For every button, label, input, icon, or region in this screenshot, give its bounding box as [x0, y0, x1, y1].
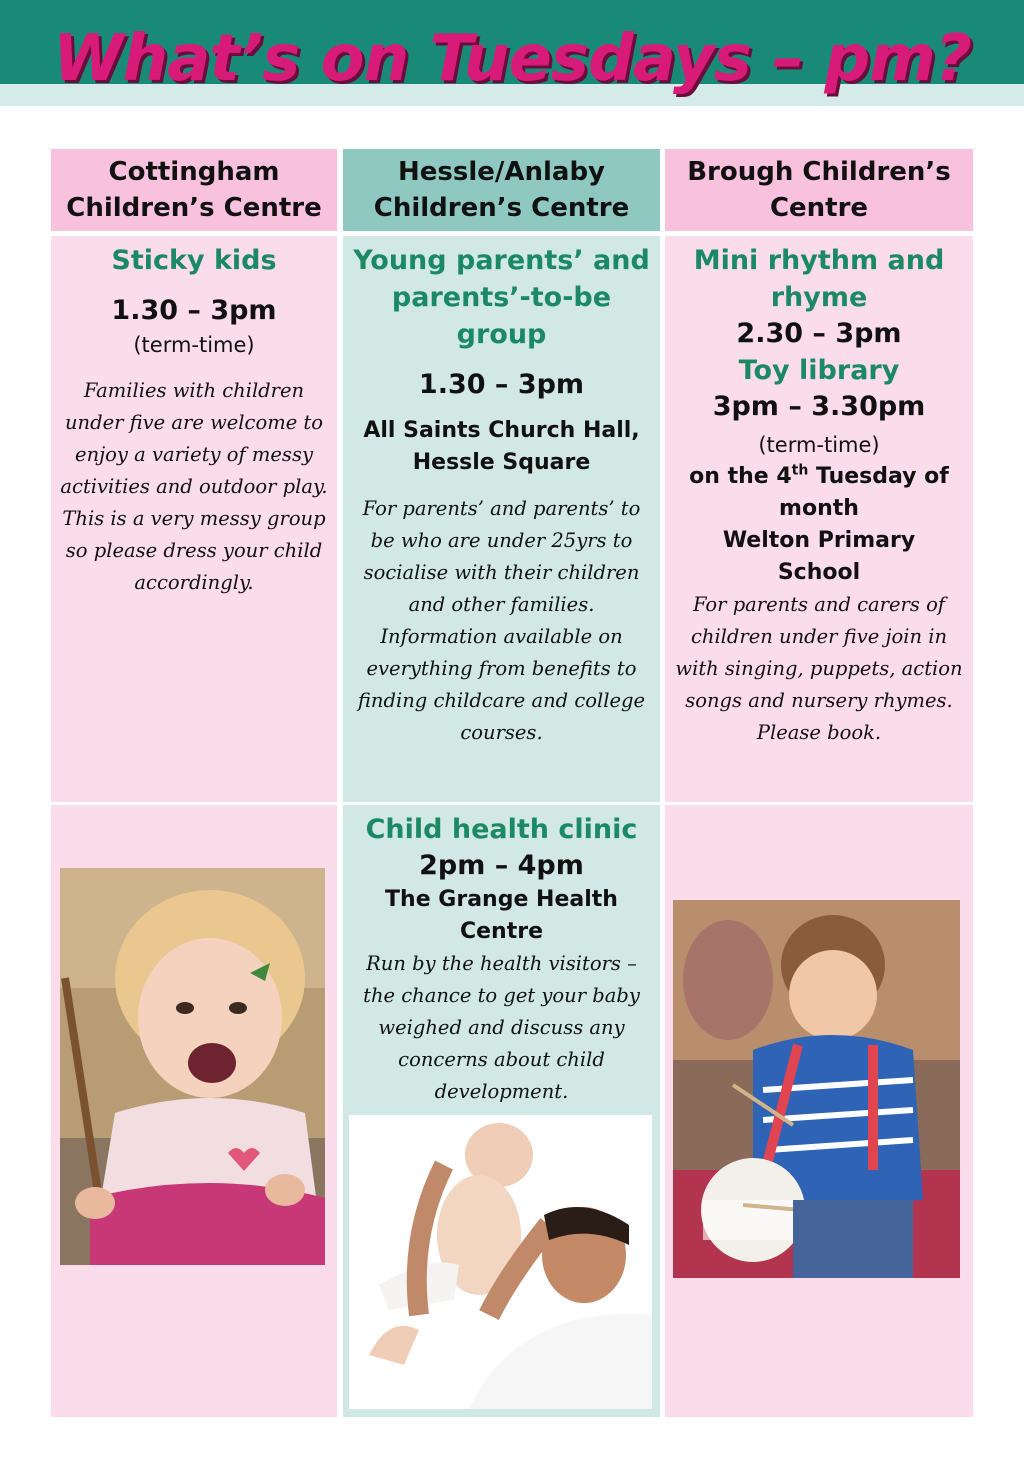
description-line: For parents’ and parents’ to [362, 497, 641, 520]
cottingham-activity-cell [51, 236, 337, 802]
location-line: Centre [459, 919, 543, 944]
description-line: Run by the health visitors – [366, 952, 637, 975]
location-line: School [777, 560, 861, 585]
page-title: What’s on Tuesdays – pm? [53, 22, 971, 96]
activity-location [347, 415, 656, 479]
name-line: parents’-to-be group [391, 282, 612, 350]
father-lifting-baby-photo [349, 1115, 652, 1409]
description-line: Families with children [83, 379, 305, 402]
schedule-text [669, 461, 969, 525]
location-line: The Grange Health [385, 887, 618, 912]
description-line: be who are under 25yrs to [370, 529, 633, 552]
description-line: everything from benefits to [366, 657, 637, 680]
activity-name: Sticky kids [111, 245, 277, 276]
name-line: rhyme [770, 282, 868, 313]
description-line: weighed and discuss any [378, 1016, 625, 1039]
description-line: courses. [460, 721, 543, 744]
header-line: Centre [769, 193, 869, 223]
activity-description [57, 375, 331, 599]
header-line: Hessle/Anlaby [397, 157, 606, 187]
activity-description [669, 589, 969, 749]
description-line: so please dress your child [65, 539, 323, 562]
brough-activity-cell [665, 236, 973, 802]
clinic-time: 2pm – 4pm [419, 850, 584, 881]
description-line: accordingly. [134, 571, 254, 594]
header-line: Children’s Centre [373, 193, 630, 223]
activity-name [347, 242, 656, 353]
schedule-sup: th [791, 462, 809, 479]
hessle-clinic-cell [343, 805, 660, 1417]
name-line: Young parents’ and [353, 245, 650, 276]
activity-time-2: 3pm – 3.30pm [712, 391, 926, 422]
activity-time: 1.30 – 3pm [111, 295, 277, 326]
description-line: songs and nursery rhymes. [685, 689, 953, 712]
description-line: Information available on [380, 625, 623, 648]
description-line: socialise with their children [363, 561, 640, 584]
header-line: Cottingham [108, 157, 280, 187]
clinic-name: Child health clinic [365, 814, 638, 845]
activity-location [669, 525, 969, 589]
brough-photo-cell [665, 805, 973, 1417]
description-line: under five are welcome to [64, 411, 324, 434]
location-line: All Saints Church Hall, [363, 418, 640, 443]
term-time-note: (term-time) [133, 333, 255, 357]
header-line: Brough Children’s [687, 157, 951, 187]
location-line: Hessle Square [412, 450, 591, 475]
description-line: enjoy a variety of messy [75, 443, 313, 466]
description-line: concerns about child [398, 1048, 605, 1071]
column-header-brough [665, 149, 973, 231]
description-line: finding childcare and college [357, 689, 646, 712]
name-line: Mini rhythm and [693, 245, 945, 276]
cottingham-photo-cell [51, 805, 337, 1417]
description-line: development. [434, 1080, 569, 1103]
boy-with-drum-photo [673, 900, 960, 1278]
activity-name [669, 242, 969, 316]
schedule-line: month [779, 496, 859, 521]
column-header-hessle-anlaby [343, 149, 660, 231]
activity-description [347, 493, 656, 749]
term-time-note: (term-time) [758, 433, 880, 457]
activity-time: 1.30 – 3pm [418, 369, 585, 400]
clinic-description [347, 948, 656, 1108]
activity-name-2: Toy library [738, 355, 900, 386]
description-line: the chance to get your baby [363, 984, 640, 1007]
column-header-cottingham [51, 149, 337, 231]
toddler-with-paint-photo [60, 868, 325, 1265]
description-line: This is a very messy group [62, 507, 326, 530]
description-line: with singing, puppets, action [675, 657, 963, 680]
description-line: For parents and carers of [692, 593, 946, 616]
description-line: Please book. [756, 721, 882, 744]
clinic-location [347, 884, 656, 948]
header-line: Children’s Centre [66, 193, 322, 223]
location-line: Welton Primary [722, 528, 916, 553]
schedule-post: Tuesday of [808, 464, 949, 489]
description-line: and other families. [408, 593, 595, 616]
description-line: activities and outdoor play. [60, 475, 328, 498]
activity-time: 2.30 – 3pm [736, 318, 902, 349]
hessle-activity-cell [343, 236, 660, 802]
schedule-pre: on the 4 [689, 464, 792, 489]
description-line: children under five join in [690, 625, 948, 648]
